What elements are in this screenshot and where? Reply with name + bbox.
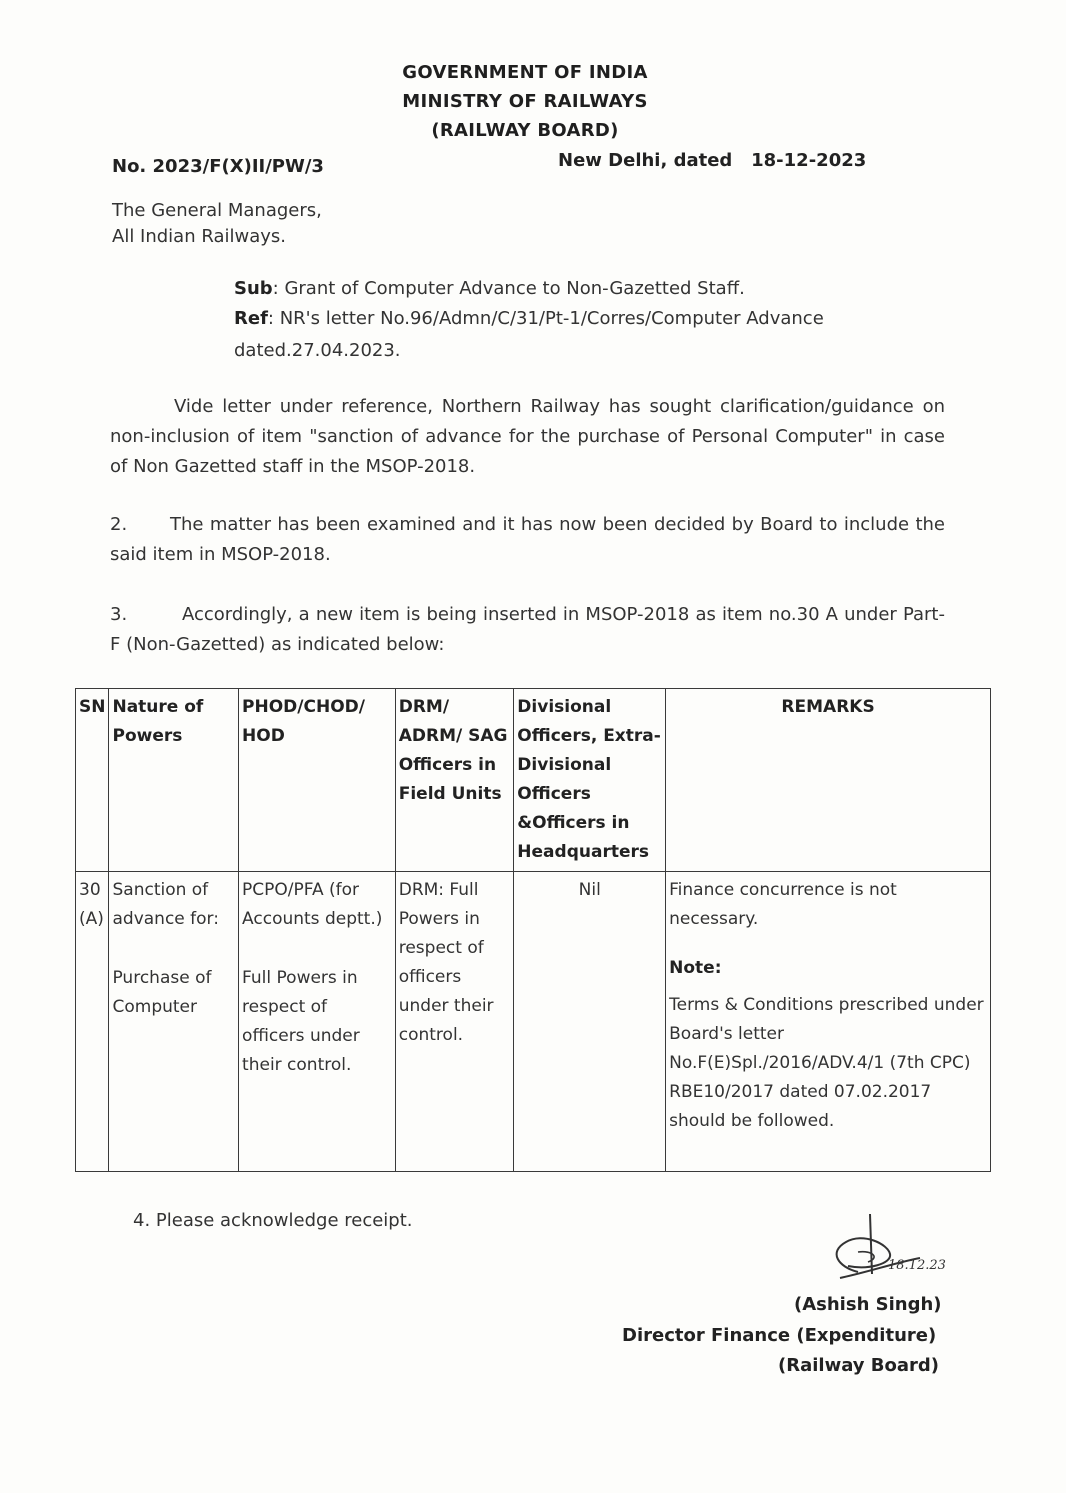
- signatory-designation: Director Finance (Expenditure): [622, 1325, 937, 1346]
- header-drm: DRM/ ADRM/ SAG Officers in Field Units: [395, 689, 514, 872]
- cell-phod: [239, 872, 396, 1172]
- header-remarks: REMARKS: [666, 689, 991, 872]
- cell-phod-line-1: PCPO/PFA (for Accounts deptt.): [242, 880, 383, 929]
- paragraph-2-number: 2.: [110, 514, 128, 535]
- letter-date: 18-12-2023: [751, 150, 867, 171]
- cell-remarks-note: Note:: [669, 958, 722, 978]
- heading-government: GOVERNMENT OF INDIA: [402, 62, 648, 83]
- place-date-label: New Delhi, dated: [558, 150, 733, 171]
- header-divisional: Divisional Officers, Extra-Divisional Officers &Officers in Headquarters: [514, 689, 666, 872]
- paragraph-2: [110, 510, 945, 570]
- heading-ministry: MINISTRY OF RAILWAYS: [402, 91, 648, 112]
- cell-drm: DRM: Full Powers in respect of officers under their control.: [395, 872, 514, 1172]
- signatory-name: (Ashish Singh): [794, 1294, 942, 1315]
- cell-phod-line-2: Full Powers in respect of officers under their control.: [242, 968, 360, 1075]
- heading-board: (RAILWAY BOARD): [431, 120, 619, 141]
- subject-label: Sub: [234, 278, 273, 299]
- reference-date: dated.27.04.2023.: [234, 340, 401, 361]
- powers-table: [75, 688, 991, 1172]
- cell-nature-line-2: Purchase of Computer: [112, 968, 212, 1017]
- reference-label: Ref: [234, 308, 268, 329]
- addressee-line-2: All Indian Railways.: [112, 226, 286, 247]
- table-header-row: [76, 689, 991, 872]
- addressee-line-1: The General Managers,: [112, 200, 322, 221]
- paragraph-3-text: Accordingly, a new item is being inserted in MSOP-2018 as item no.30 A under Part-F (Non-Gazetted) as indicated below:: [110, 604, 945, 655]
- paragraph-3-number: 3.: [110, 604, 128, 625]
- header-sn: SN: [76, 689, 109, 872]
- header-nature-of-powers: Nature of Powers: [109, 689, 239, 872]
- cell-sn: 30 (A): [76, 872, 109, 1172]
- cell-nature: [109, 872, 239, 1172]
- subject-text: : Grant of Computer Advance to Non-Gazetted Staff.: [272, 278, 745, 299]
- cell-remarks-line-2: Terms & Conditions prescribed under Board's letter No.F(E)Spl./2016/ADV.4/1 (7th CPC) RBE10/2017 dated 07.02.2017 should be followed.: [669, 995, 984, 1131]
- signature-date: 18.12.23: [888, 1258, 946, 1273]
- signature-mark: [818, 1212, 928, 1292]
- cell-remarks-line-1: Finance concurrence is not necessary.: [669, 880, 897, 929]
- letter-place-date: [558, 150, 866, 171]
- reference-text: : NR's letter No.96/Admn/C/31/Pt-1/Corres/Computer Advance: [267, 308, 824, 329]
- paragraph-1: Vide letter under reference, Northern Railway has sought clarification/guidance on non-inclusion of item "sanction of advance for the purchase of Personal Computer" in case of Non Gazetted staff in the MSOP-2018.: [110, 396, 945, 477]
- paragraph-2-text: The matter has been examined and it has now been decided by Board to include the said item in MSOP-2018.: [110, 514, 945, 565]
- letter-number: No. 2023/F(X)II/PW/3: [112, 156, 324, 177]
- table-row: [76, 872, 991, 1172]
- cell-divisional: Nil: [514, 872, 666, 1172]
- reference-line: [234, 304, 824, 334]
- header-phod: PHOD/CHOD/ HOD: [239, 689, 396, 872]
- paragraph-4: 4. Please acknowledge receipt.: [133, 1210, 413, 1231]
- cell-remarks: [666, 872, 991, 1172]
- subject-line: [234, 274, 745, 304]
- cell-nature-line-1: Sanction of advance for:: [112, 880, 219, 929]
- paragraph-3: [110, 600, 945, 660]
- signatory-office: (Railway Board): [778, 1355, 940, 1376]
